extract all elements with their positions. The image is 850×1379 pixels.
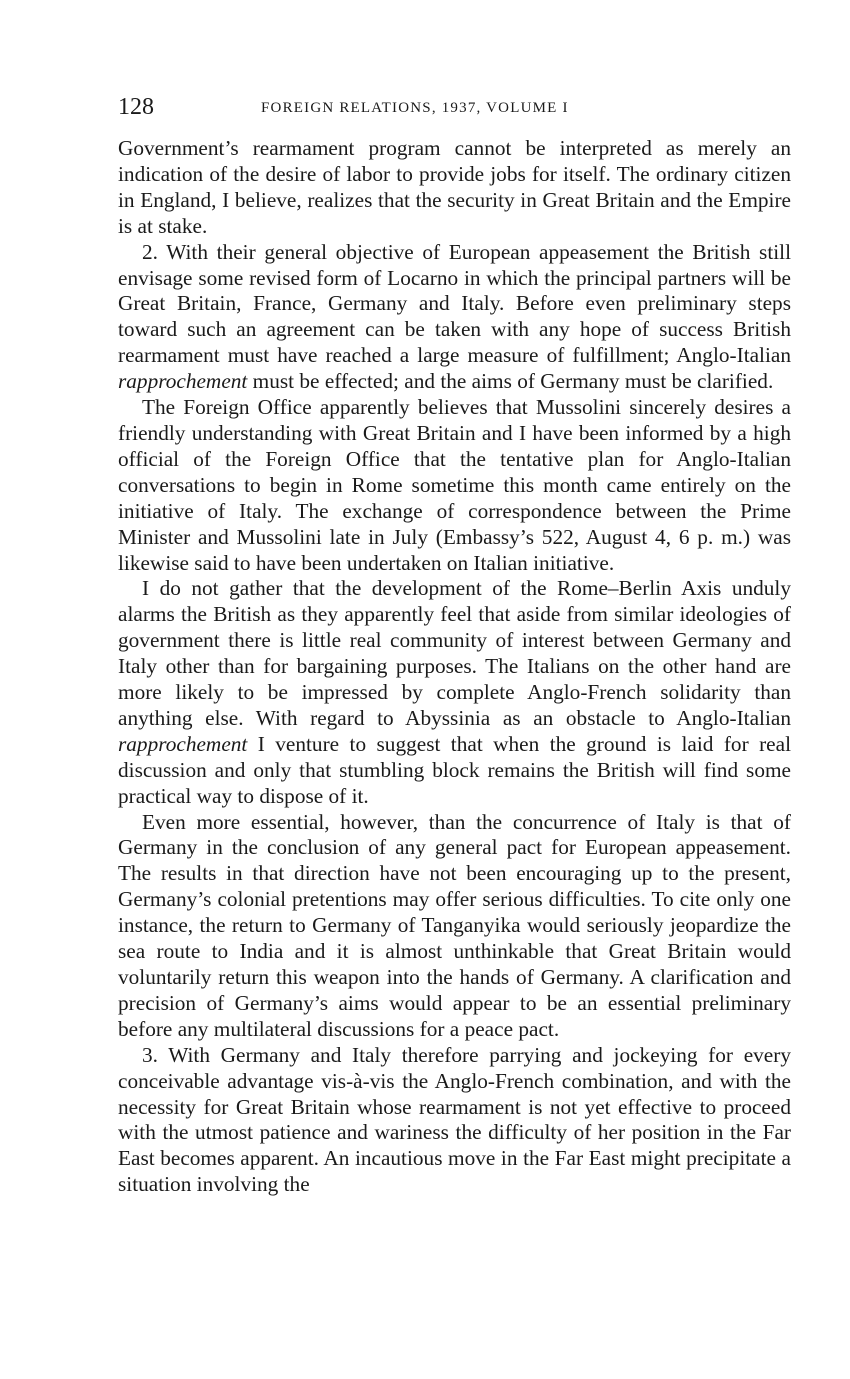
paragraph-5-text: Even more essential, however, than the concurrence of Italy is that of Germany in the conclusion of any general pact for European appeasement. The results in that direction have not been encouraging up to the present, Germany’s colonial pretentions may offer serious difficulties. To cite only one instance, the return to Germany of Tanganyika would seriously jeopardize the sea route to India and it is almost unthinkable that Great Britain would voluntarily return this weapon into the hands of Germany. A clarification and precision of Germany’s aims would appear to be an essential preliminary before any multilateral discussions for a peace pact.	[118, 809, 791, 1041]
paragraph-6	[118, 1043, 791, 1198]
paragraph-1	[118, 136, 791, 240]
paragraph-6-text: 3. With Germany and Italy therefore parrying and jockeying for every conceivable advantage vis-à-vis the Anglo-French combination, and with the necessity for Great Britain whose rearmament is not yet effective to proceed with the utmost patience and wariness the difficulty of her position in the Far East becomes apparent. An incautious move in the Far East might precipitate a situation involving the	[118, 1042, 791, 1197]
running-head: FOREIGN RELATIONS, 1937, VOLUME I	[261, 100, 569, 116]
paragraph-4-text-b: I venture to suggest that when the ground is laid for real discussion and only that stumbling block remains the British will find some practical way to dispose of it.	[118, 731, 791, 808]
paragraph-2-text-a: 2. With their general objective of European appeasement the British still envisage some revised form of Locarno in which the principal partners will be Great Britain, France, Germany and Italy. Before even preliminary steps toward such an agreement can be taken with any hope of success British rearmament must have reached a large measure of fulfillment; Anglo-Italian	[118, 239, 791, 368]
paragraph-2-text-b: must be effected; and the aims of Germany must be clarified.	[247, 369, 774, 394]
paragraph-2-italic-term: rapprochement	[118, 369, 248, 394]
paragraph-5	[118, 810, 791, 1043]
paragraph-4-text-a: I do not gather that the development of the Rome–Berlin Axis unduly alarms the British as they apparently feel that aside from similar ideologies of government there is little real community of interest between Germany and Italy other than for bargaining purposes. The Italians on the other hand are more likely to be impressed by complete Anglo-French solidarity than anything else. With regard to Abyssinia as an obstacle to Anglo-Italian	[118, 576, 791, 730]
body-text	[118, 136, 791, 1198]
paragraph-2	[118, 240, 791, 395]
paragraph-3	[118, 395, 791, 576]
paragraph-4-italic-term: rapprochement	[118, 731, 248, 756]
paragraph-1-text: Government’s rearmament program cannot be interpreted as merely an indication of the desire of labor to provide jobs for itself. The ordinary citizen in England, I believe, realizes that the security in Great Britain and the Empire is at stake.	[118, 136, 791, 238]
document-page	[118, 92, 791, 1198]
page-number: 128	[118, 94, 154, 120]
paragraph-4	[118, 576, 791, 809]
paragraph-3-text: The Foreign Office apparently believes that Mussolini sincerely desires a friendly understanding with Great Britain and I have been informed by a high official of the Foreign Office that the tentative plan for Anglo-Italian conversations to begin in Rome sometime this month came entirely on the initiative of Italy. The exchange of correspondence between the Prime Minister and Mussolini late in July (Embassy’s 522, August 4, 6 p. m.) was likewise said to have been undertaken on Italian initiative.	[118, 395, 791, 575]
page-header	[118, 92, 791, 126]
